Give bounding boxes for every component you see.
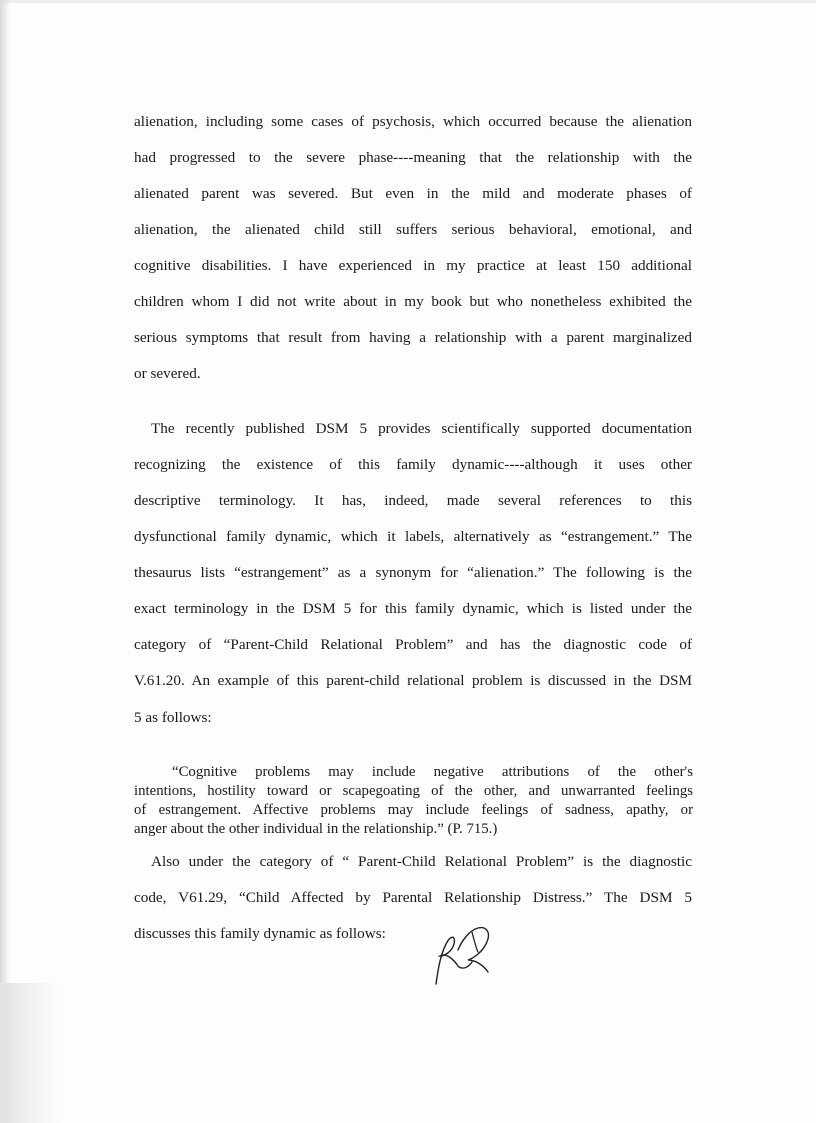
- paragraph-1-line: alienation, the alienated child still suffers serious behavioral, emotional, and: [134, 221, 692, 238]
- quote-line: intentions, hostility toward or scapegoating of the other, and unwarranted feelings: [134, 783, 693, 799]
- paragraph-2-line: The recently published DSM 5 provides scientifically supported documentation: [151, 420, 692, 437]
- paragraph-1-line: alienation, including some cases of psychosis, which occurred because the alienation: [134, 113, 692, 130]
- quote-line: “Cognitive problems may include negative attributions of the other's: [172, 764, 693, 780]
- scan-shadow-left: [0, 0, 10, 1123]
- paragraph-2-line: dysfunctional family dynamic, which it labels, alternatively as “estrangement.” The: [134, 528, 692, 545]
- quote-line: anger about the other individual in the relationship.” (P. 715.): [134, 821, 498, 837]
- paragraph-2-line: exact terminology in the DSM 5 for this family dynamic, which is listed under the: [134, 600, 692, 617]
- paragraph-3-line: code, V61.29, “Child Affected by Parental Relationship Distress.” The DSM 5: [134, 889, 692, 906]
- handwritten-initials-icon: [428, 922, 500, 988]
- paragraph-2-line: thesaurus lists “estrangement” as a synonym for “alienation.” The following is the: [134, 564, 692, 581]
- scan-shadow-bottom: [0, 983, 60, 1123]
- paragraph-1-line: children whom I did not write about in my book but who nonetheless exhibited the: [134, 293, 692, 310]
- paragraph-2-line: category of “Parent-Child Relational Problem” and has the diagnostic code of: [134, 636, 692, 653]
- quote-line: of estrangement. Affective problems may include feelings of sadness, apathy, or: [134, 802, 693, 818]
- paragraph-2-line: descriptive terminology. It has, indeed, made several references to this: [134, 492, 692, 509]
- paragraph-1-line: serious symptoms that result from having a relationship with a parent marginalized: [134, 329, 692, 346]
- paragraph-2-line: recognizing the existence of this family dynamic----although it uses other: [134, 456, 692, 473]
- paragraph-2-line: 5 as follows:: [134, 709, 212, 726]
- paragraph-2-line: V.61.20. An example of this parent-child relational problem is discussed in the DSM: [134, 672, 692, 689]
- paragraph-1-line: or severed.: [134, 365, 201, 382]
- paragraph-1-line: had progressed to the severe phase----meaning that the relationship with the: [134, 149, 692, 166]
- paragraph-1-line: cognitive disabilities. I have experienced in my practice at least 150 additional: [134, 257, 692, 274]
- paragraph-3-line: Also under the category of “ Parent-Child Relational Problem” is the diagnostic: [151, 853, 692, 870]
- paragraph-3-line: discusses this family dynamic as follows:: [134, 925, 386, 942]
- scan-artifact-top: [0, 0, 816, 3]
- paragraph-1-line: alienated parent was severed. But even in the mild and moderate phases of: [134, 185, 692, 202]
